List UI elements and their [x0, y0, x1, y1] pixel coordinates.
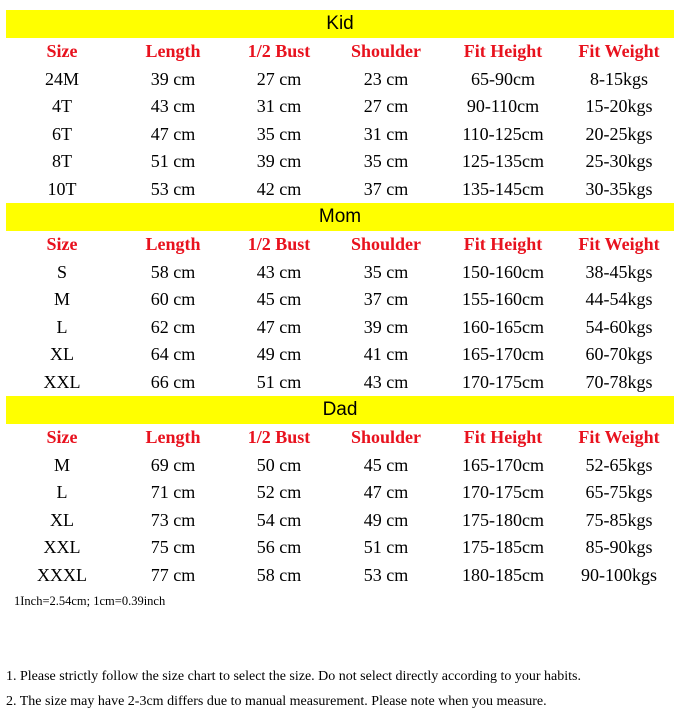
cell-length: 77 cm [150, 564, 196, 585]
header-fit-weight: Fit Weight [578, 234, 660, 255]
cell-size: 8T [52, 151, 72, 172]
cell-shoulder: 39 cm [363, 316, 409, 337]
header-size: Size [46, 234, 78, 255]
cell-length: 71 cm [150, 482, 196, 503]
header-size: Size [46, 41, 78, 62]
cell-size: L [56, 482, 68, 503]
cell-half-bust: 42 cm [256, 178, 302, 199]
cell-fit-height: 175-185cm [462, 537, 544, 558]
cell-fit-weight: 20-25kgs [585, 123, 653, 144]
cell-half-bust: 39 cm [256, 151, 302, 172]
cell-half-bust: 35 cm [256, 123, 302, 144]
cell-fit-weight: 8-15kgs [590, 68, 648, 89]
cell-fit-height: 165-170cm [462, 344, 544, 365]
cell-size: XXL [43, 371, 81, 392]
cell-half-bust: 50 cm [256, 454, 302, 475]
cell-half-bust: 47 cm [256, 316, 302, 337]
table-row [6, 341, 674, 369]
cell-fit-height: 175-180cm [462, 509, 544, 530]
cell-fit-height: 170-175cm [462, 482, 544, 503]
header-fit-height: Fit Height [463, 234, 543, 255]
cell-size: 10T [47, 178, 77, 199]
header-length: Length [145, 41, 201, 62]
cell-half-bust: 43 cm [256, 261, 302, 282]
instruction-note-1: 1. Please strictly follow the size chart to select the size. Do not select directly according to your habits. [6, 669, 581, 684]
cell-fit-height: 65-90cm [471, 68, 535, 89]
section-band-mom: Mom [6, 203, 674, 231]
table-row [6, 93, 674, 121]
cell-length: 69 cm [150, 454, 196, 475]
cell-length: 58 cm [150, 261, 196, 282]
table-row [6, 562, 674, 590]
cell-shoulder: 45 cm [363, 454, 409, 475]
header-length: Length [145, 427, 201, 448]
cell-shoulder: 23 cm [363, 68, 409, 89]
cell-size: XL [50, 509, 74, 530]
cell-shoulder: 37 cm [363, 178, 409, 199]
cell-fit-height: 110-125cm [462, 123, 544, 144]
instruction-note-2: 2. The size may have 2-3cm differs due to manual measurement. Please note when you measure. [6, 694, 547, 709]
cell-fit-weight: 70-78kgs [585, 371, 653, 392]
cell-length: 47 cm [150, 123, 196, 144]
cell-length: 62 cm [150, 316, 196, 337]
cell-length: 64 cm [150, 344, 196, 365]
cell-size: S [56, 261, 67, 282]
header-row [6, 38, 674, 66]
cell-size: XXXL [37, 564, 87, 585]
header-row [6, 424, 674, 452]
cell-shoulder: 37 cm [363, 289, 409, 310]
cell-fit-weight: 90-100kgs [581, 564, 657, 585]
cell-size: L [56, 316, 68, 337]
cell-half-bust: 31 cm [256, 96, 302, 117]
header-shoulder: Shoulder [350, 234, 422, 255]
cell-size: 4T [52, 96, 72, 117]
cell-half-bust: 52 cm [256, 482, 302, 503]
table-row [6, 66, 674, 94]
cell-fit-height: 125-135cm [462, 151, 544, 172]
cell-fit-height: 170-175cm [462, 371, 544, 392]
cell-shoulder: 49 cm [363, 509, 409, 530]
header-shoulder: Shoulder [350, 427, 422, 448]
cell-half-bust: 56 cm [256, 537, 302, 558]
cell-size: M [53, 454, 70, 475]
cell-fit-weight: 52-65kgs [585, 454, 653, 475]
cell-fit-weight: 25-30kgs [585, 151, 653, 172]
table-row [6, 286, 674, 314]
header-fit-weight: Fit Weight [578, 41, 660, 62]
header-half-bust: 1/2 Bust [247, 234, 311, 255]
cell-size: 24M [44, 68, 79, 89]
size-chart-table [6, 10, 674, 589]
header-row [6, 231, 674, 259]
header-shoulder: Shoulder [350, 41, 422, 62]
table-row [6, 369, 674, 397]
cell-shoulder: 43 cm [363, 371, 409, 392]
cell-length: 51 cm [150, 151, 196, 172]
cell-size: M [53, 289, 70, 310]
cell-shoulder: 35 cm [363, 261, 409, 282]
cell-shoulder: 31 cm [363, 123, 409, 144]
table-row [6, 507, 674, 535]
cell-fit-weight: 30-35kgs [585, 178, 653, 199]
cell-shoulder: 53 cm [363, 564, 409, 585]
cell-half-bust: 49 cm [256, 344, 302, 365]
cell-fit-weight: 44-54kgs [585, 289, 653, 310]
cell-half-bust: 51 cm [256, 371, 302, 392]
conversion-note: 1Inch=2.54cm; 1cm=0.39inch [14, 594, 166, 608]
cell-half-bust: 54 cm [256, 509, 302, 530]
cell-length: 39 cm [150, 68, 196, 89]
cell-fit-weight: 54-60kgs [585, 316, 653, 337]
cell-shoulder: 41 cm [363, 344, 409, 365]
header-fit-weight: Fit Weight [578, 427, 660, 448]
cell-length: 75 cm [150, 537, 196, 558]
section-band-kid: Kid [6, 10, 674, 38]
table-row [6, 148, 674, 176]
table-row [6, 121, 674, 149]
cell-shoulder: 47 cm [363, 482, 409, 503]
cell-fit-weight: 85-90kgs [585, 537, 653, 558]
cell-shoulder: 27 cm [363, 96, 409, 117]
cell-size: XL [50, 344, 74, 365]
cell-length: 66 cm [150, 371, 196, 392]
cell-size: XXL [43, 537, 81, 558]
cell-fit-height: 135-145cm [462, 178, 544, 199]
cell-shoulder: 51 cm [363, 537, 409, 558]
cell-length: 60 cm [150, 289, 196, 310]
cell-fit-height: 165-170cm [462, 454, 544, 475]
cell-half-bust: 45 cm [256, 289, 302, 310]
header-size: Size [46, 427, 78, 448]
cell-length: 53 cm [150, 178, 196, 199]
cell-half-bust: 58 cm [256, 564, 302, 585]
cell-fit-height: 180-185cm [462, 564, 544, 585]
cell-fit-weight: 15-20kgs [585, 96, 653, 117]
cell-length: 73 cm [150, 509, 196, 530]
cell-fit-weight: 65-75kgs [585, 482, 653, 503]
header-length: Length [145, 234, 201, 255]
cell-fit-weight: 60-70kgs [585, 344, 653, 365]
header-half-bust: 1/2 Bust [247, 427, 311, 448]
header-fit-height: Fit Height [463, 41, 543, 62]
table-row [6, 259, 674, 287]
cell-length: 43 cm [150, 96, 196, 117]
table-row [6, 479, 674, 507]
cell-fit-weight: 75-85kgs [585, 509, 653, 530]
table-row [6, 314, 674, 342]
cell-fit-height: 150-160cm [462, 261, 544, 282]
table-row [6, 452, 674, 480]
cell-size: 6T [52, 123, 72, 144]
cell-fit-height: 90-110cm [466, 96, 540, 117]
header-half-bust: 1/2 Bust [247, 41, 311, 62]
cell-fit-height: 160-165cm [462, 316, 544, 337]
cell-fit-height: 155-160cm [462, 289, 544, 310]
cell-fit-weight: 38-45kgs [585, 261, 653, 282]
cell-half-bust: 27 cm [256, 68, 302, 89]
table-row [6, 534, 674, 562]
cell-shoulder: 35 cm [363, 151, 409, 172]
table-row [6, 176, 674, 204]
header-fit-height: Fit Height [463, 427, 543, 448]
section-band-dad: Dad [6, 396, 674, 424]
